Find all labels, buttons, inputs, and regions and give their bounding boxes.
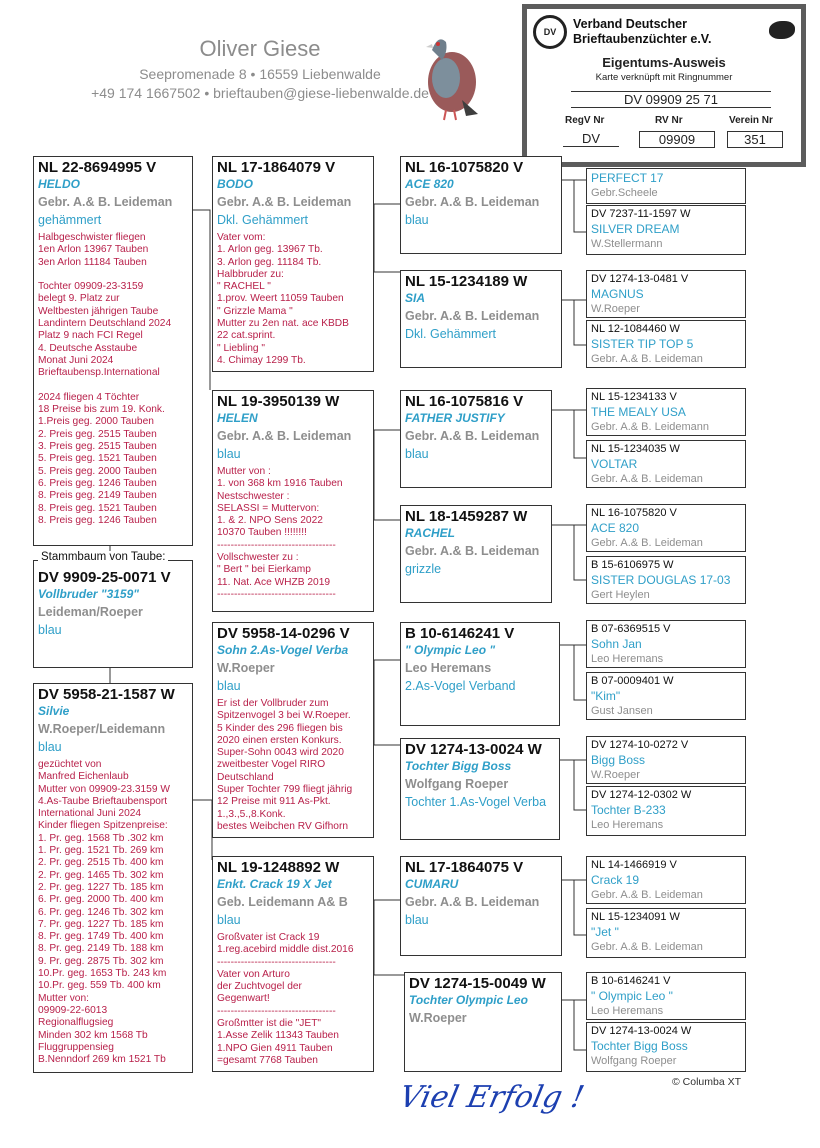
mother-name: Silvie: [38, 704, 70, 718]
mother-box: [33, 683, 193, 1073]
mother-ring: DV 5958-21-1587 W: [38, 686, 175, 703]
father-color: gehämmert: [38, 213, 102, 227]
note-line: 18 Preise bis zum 19. Konk.: [38, 404, 165, 416]
note-line: Brieftaubensp.International: [38, 367, 160, 379]
ff-ring: NL 17-1864079 V: [217, 159, 336, 176]
g3-name: Tochter Olympic Leo: [409, 993, 528, 1007]
note-line: -----------------------------------: [217, 1005, 336, 1017]
note-line: 1. Arlon geg. 13967 Tb.: [217, 244, 323, 256]
note-line: Halbgeschwister fliegen: [38, 232, 146, 243]
note-line: der Zuchtvogel der: [217, 981, 302, 993]
g4-box: [586, 736, 746, 784]
g4-ring: DV 7237-11-1597 W: [591, 208, 691, 220]
g4-breeder: W.Roeper: [591, 769, 640, 781]
g3-breeder: W.Roeper: [409, 1011, 467, 1025]
g4-name: Crack 19: [591, 873, 640, 887]
g4-box: [586, 972, 746, 1020]
note-line: Großmtter ist die "JET": [217, 1018, 322, 1030]
g4-box: [586, 1022, 746, 1072]
g3-breeder: Wolfgang Roeper: [405, 777, 509, 791]
note-line: 8. Preis geg. 2149 Tauben: [38, 490, 157, 502]
g4-name: MAGNUS: [591, 287, 644, 301]
mother-notes: [38, 759, 188, 1066]
father-ring: NL 22-8694995 V: [38, 159, 157, 176]
card-val3: 351: [727, 131, 783, 148]
note-line: 1.NPO Gien 4911 Tauben: [217, 1042, 333, 1054]
g4-breeder: Leo Heremans: [591, 1005, 664, 1017]
g4-name: Bigg Boss: [591, 753, 646, 767]
g3-ring: DV 1274-15-0049 W: [409, 975, 546, 992]
note-line: " RACHEL ": [217, 281, 271, 293]
note-line: zweitbester Vogel RIRO: [217, 759, 326, 771]
g3-breeder: Gebr. A.& B. Leideman: [405, 544, 540, 558]
g3-breeder: Leo Heremans: [405, 661, 492, 675]
mm-breeder: Geb. Leidemann A& B: [217, 895, 348, 909]
fm-box: [212, 390, 374, 612]
note-line: 6. Preis geg. 1246 Tauben: [38, 477, 157, 489]
note-line: Spitzenvogel 3 bei W.Roeper.: [217, 710, 351, 722]
g4-name: "Jet ": [591, 925, 619, 939]
note-line: belegt 9. Platz zur: [38, 293, 120, 305]
g4-ring: NL 14-1466919 V: [591, 859, 677, 871]
note-line: 3. Preis geg. 2515 Tauben: [38, 441, 157, 453]
father-box: [33, 156, 193, 546]
note-line: 3. Arlon geg. 11184 Tb.: [217, 256, 322, 268]
father-name: HELDO: [38, 177, 80, 191]
note-line: Mutter von:: [38, 992, 89, 1004]
g3-name: FATHER JUSTIFY: [405, 411, 505, 425]
note-line: 4. Chimay 1299 Tb.: [217, 354, 306, 366]
note-line: -----------------------------------: [217, 588, 336, 600]
note-line: 8. Pr. geg. 1749 Tb. 400 km: [38, 931, 164, 943]
note-line: Nestschwester :: [217, 490, 290, 502]
g3-breeder: Gebr. A.& B. Leideman: [405, 309, 540, 323]
card-col1: RegV Nr: [565, 115, 605, 126]
note-line: 6. Pr. geg. 1246 Tb. 302 km: [38, 906, 164, 918]
note-line: 11. Nat. Ace WHZB 2019: [217, 576, 331, 588]
note-line: Großvater ist Crack 19: [217, 932, 320, 943]
mm-color: blau: [217, 913, 241, 927]
stammbaum-label: Stammbaum von Taube:: [38, 551, 168, 563]
g4-ring: NL 15-1234035 W: [591, 443, 680, 455]
note-line: " Liebling ": [217, 342, 266, 354]
g3-name: ACE 820: [405, 177, 454, 191]
g4-breeder: Wolfgang Roeper: [591, 1055, 677, 1067]
note-line: Platz 9 nach FCI Regel: [38, 330, 143, 342]
g3-ring: NL 17-1864075 V: [405, 859, 524, 876]
g4-box: [586, 320, 746, 368]
note-line: 12 Preise mit 911 As-Pkt.: [217, 796, 331, 808]
handwritten-signature: Viel Erfolg !: [396, 1080, 588, 1115]
mf-ring: DV 5958-14-0296 V: [217, 625, 350, 642]
note-line: 1. Pr. geg. 1568 Tb .302 km: [38, 832, 164, 844]
owner-name: Oliver Giese: [199, 36, 321, 61]
ff-notes: [217, 232, 369, 367]
note-line: Er ist der Vollbruder zum: [217, 698, 329, 709]
g4-ring: NL 15-1234133 V: [591, 391, 677, 403]
fm-notes: [217, 466, 369, 601]
note-line: 1.reg.acebird middle dist.2016: [217, 944, 354, 956]
mm-ring: NL 19-1248892 W: [217, 859, 340, 876]
g3-breeder: Gebr. A.& B. Leideman: [405, 195, 540, 209]
fm-ring: NL 19-3950139 W: [217, 393, 340, 410]
g4-breeder: Gebr. A.& B. Leideman: [591, 353, 703, 365]
subject-box: [33, 560, 193, 668]
g4-box: [586, 168, 746, 204]
note-line: Regionalflugsieg: [38, 1017, 114, 1029]
mm-name: Enkt. Crack 19 X Jet: [217, 877, 332, 891]
note-line: 4. Deutsche Asstaube: [38, 342, 138, 354]
g4-ring: DV 1274-13-0024 W: [591, 1025, 692, 1037]
note-line: " Bert " bei Eierkamp: [217, 564, 311, 576]
note-line: 1. & 2. NPO Sens 2022: [217, 515, 323, 527]
ff-box: [212, 156, 374, 372]
g4-breeder: W.Roeper: [591, 303, 640, 315]
note-line: Minden 302 km 1568 Tb: [38, 1029, 148, 1041]
subject-breeder: Leideman/Roeper: [38, 605, 143, 619]
note-line: Mutter von 09909-23.3159 W: [38, 783, 170, 795]
mf-name: Sohn 2.As-Vogel Verba: [217, 643, 349, 657]
note-line: 8. Preis geg. 1521 Tauben: [38, 502, 157, 514]
g4-box: [586, 908, 746, 958]
note-line: 22 cat.sprint.: [217, 330, 276, 342]
g3-color: blau: [405, 447, 429, 461]
g3-box: [400, 738, 560, 840]
g3-box: [400, 505, 552, 603]
g4-breeder: Gebr. A.& B. Leidemann: [591, 421, 710, 433]
subject-name: Vollbruder "3159": [38, 587, 139, 601]
g3-name: " Olympic Leo ": [405, 643, 496, 657]
note-line: 6. Pr. geg. 2000 Tb. 400 km: [38, 894, 164, 906]
note-line: Mutter zu 2en nat. ace KBDB: [217, 318, 349, 330]
g3-box: [400, 156, 562, 254]
g4-ring: B 07-6369515 V: [591, 623, 671, 635]
g4-breeder: Gust Jansen: [591, 705, 653, 717]
note-line: 1.prov. Weert 11059 Tauben: [217, 293, 344, 305]
g4-box: [586, 672, 746, 720]
note-line: Super Tochter 799 fliegt jährig: [217, 784, 353, 796]
note-line: 1.Preis geg. 2000 Tauben: [38, 416, 154, 428]
g4-ring: NL 15-1234091 W: [591, 911, 680, 923]
g4-name: SISTER TIP TOP 5: [591, 337, 694, 351]
card-ring: DV 09909 25 71: [571, 91, 771, 108]
card-val2: 09909: [639, 131, 715, 148]
note-line: 1.Asse Zelik 11343 Tauben: [217, 1030, 339, 1042]
note-line: Vollschwester zu :: [217, 552, 299, 564]
mm-notes: [217, 932, 369, 1067]
note-line: [38, 269, 188, 281]
note-line: 09909-22-6013: [38, 1004, 108, 1016]
note-line: bestes Weibchen RV Gifhorn: [217, 820, 348, 832]
g3-name: Tochter Bigg Boss: [405, 759, 512, 773]
g4-ring: DV 1274-12-0302 W: [591, 789, 692, 801]
note-line: 2024 fliegen 4 Töchter: [38, 391, 140, 403]
note-line: 3en Arlon 11184 Tauben: [38, 256, 147, 268]
g4-breeder: Gebr. A.& B. Leideman: [591, 473, 703, 485]
g3-color: blau: [405, 213, 429, 227]
owner-contact: +49 174 1667502 • brieftauben@giese-liebenwalde.de: [91, 85, 429, 101]
mf-notes: [217, 698, 369, 833]
note-line: 2. Pr. geg. 2515 Tb. 400 km: [38, 857, 164, 869]
g3-color: 2.As-Vogel Verband: [405, 679, 516, 693]
note-line: International Juni 2024: [38, 808, 142, 820]
note-line: 10370 Tauben !!!!!!!!: [217, 527, 307, 539]
association-name: Verband Deutscher Brieftaubenzüchter e.V.: [573, 17, 712, 46]
g4-box: [586, 786, 746, 836]
note-line: Super-Sohn 0043 wird 2020: [217, 747, 344, 759]
g4-ring: NL 16-1075820 V: [591, 507, 677, 519]
g3-name: SIA: [405, 291, 426, 305]
g3-box: [400, 622, 560, 726]
g3-box: [400, 856, 562, 956]
note-line: 5 Kinder des 296 fliegen bis: [217, 722, 343, 734]
g4-breeder: Gebr. A.& B. Leideman: [591, 537, 703, 549]
g4-breeder: Gert Heylen: [591, 589, 650, 601]
g3-ring: NL 16-1075816 V: [405, 393, 524, 410]
note-line: 9. Pr. geg. 2875 Tb. 302 km: [38, 955, 164, 967]
g4-ring: DV 1274-13-0481 V: [591, 273, 689, 285]
note-line: Mutter von :: [217, 466, 271, 477]
g3-box: [400, 270, 562, 368]
note-line: Vater vom:: [217, 232, 266, 243]
g4-name: "Kim": [591, 689, 621, 703]
g3-ring: NL 18-1459287 W: [405, 508, 528, 525]
g3-ring: B 10-6146241 V: [405, 625, 515, 642]
g4-name: Tochter Bigg Boss: [591, 1039, 688, 1053]
note-line: Tochter 09909-23-3159: [38, 281, 144, 293]
g4-ring: B 15-6106975 W: [591, 559, 674, 571]
fm-color: blau: [217, 447, 241, 461]
g4-breeder: Leo Heremans: [591, 653, 664, 665]
card-col3: Verein Nr: [729, 115, 773, 126]
g4-box: [586, 270, 746, 318]
note-line: =gesamt 7768 Tauben: [217, 1054, 318, 1066]
g4-box: [586, 856, 746, 904]
note-line: 8. Pr. geg. 2149 Tb. 188 km: [38, 943, 164, 955]
ff-name: BODO: [217, 177, 253, 191]
g4-box: [586, 504, 746, 552]
g4-name: PERFECT 17: [591, 171, 664, 185]
ff-color: Dkl. Gehämmert: [217, 213, 308, 227]
subject-ring: DV 9909-25-0071 V: [38, 569, 171, 586]
g4-box: [586, 388, 746, 436]
g3-box: [404, 972, 562, 1072]
g4-breeder: Gebr. A.& B. Leideman: [591, 941, 703, 953]
g3-breeder: Gebr. A.& B. Leideman: [405, 895, 540, 909]
g4-box: [586, 205, 746, 255]
mother-color: blau: [38, 740, 62, 754]
association-logo: DV: [533, 15, 567, 49]
father-notes: [38, 232, 188, 527]
g3-name: RACHEL: [405, 526, 455, 540]
g4-ring: NL 12-1084460 W: [591, 323, 680, 335]
fm-breeder: Gebr. A.& B. Leideman: [217, 429, 352, 443]
card-subtitle: Karte verknüpft mit Ringnummer: [595, 72, 733, 83]
note-line: 5. Preis geg. 2000 Tauben: [38, 465, 157, 477]
mf-breeder: W.Roeper: [217, 661, 275, 675]
note-line: gezüchtet von: [38, 759, 102, 770]
note-line: Landintern Deutschland 2024: [38, 318, 172, 330]
mm-box: [212, 856, 374, 1072]
g3-color: blau: [405, 913, 429, 927]
copyright: © Columba XT: [672, 1076, 742, 1088]
g4-name: SILVER DREAM: [591, 222, 680, 236]
g3-name: CUMARU: [405, 877, 459, 891]
owner-address: Seepromenade 8 • 16559 Liebenwalde: [139, 66, 381, 82]
note-line: 1en Arlon 13967 Tauben: [38, 244, 149, 256]
note-line: [38, 380, 188, 392]
subject-color: blau: [38, 623, 62, 637]
g4-box: [586, 620, 746, 668]
note-line: Halbbruder zu:: [217, 268, 284, 280]
note-line: 2020 einen ersten Konkurs.: [217, 734, 342, 746]
note-line: Monat Juni 2024: [38, 354, 114, 366]
note-line: Kinder fliegen Spitzenpreise:: [38, 820, 168, 832]
father-breeder: Gebr. A.& B. Leideman: [38, 195, 173, 209]
note-line: -----------------------------------: [217, 956, 336, 968]
fm-name: HELEN: [217, 411, 258, 425]
g4-box: [586, 556, 746, 604]
mf-color: blau: [217, 679, 241, 693]
g3-ring: NL 16-1075820 V: [405, 159, 524, 176]
note-line: 10.Pr. geg. 1653 Tb. 243 km: [38, 968, 167, 980]
g4-name: SISTER DOUGLAS 17-03: [591, 573, 731, 587]
g4-ring: B 07-0009401 W: [591, 675, 674, 687]
note-line: 1.,3.,5.,8.Konk.: [217, 808, 286, 820]
mother-breeder: W.Roeper/Leidemann: [38, 722, 166, 736]
note-line: 2. Pr. geg. 1465 Tb. 302 km: [38, 869, 164, 881]
g3-color: grizzle: [405, 562, 442, 576]
g3-breeder: Gebr. A.& B. Leideman: [405, 429, 540, 443]
g3-box: [400, 390, 552, 488]
note-line: 2. Preis geg. 2515 Tauben: [38, 428, 157, 440]
g4-name: VOLTAR: [591, 457, 638, 471]
g4-ring: B 10-6146241 V: [591, 975, 671, 987]
note-line: Manfred Eichenlaub: [38, 771, 129, 783]
note-line: -----------------------------------: [217, 539, 336, 551]
g4-ring: DV 1274-10-0272 V: [591, 739, 689, 751]
note-line: 1. Pr. geg. 1521 Tb. 269 km: [38, 845, 164, 857]
g3-color: Dkl. Gehämmert: [405, 327, 496, 341]
note-line: 2. Pr. geg. 1227 Tb. 185 km: [38, 881, 164, 893]
g4-name: Sohn Jan: [591, 637, 642, 651]
note-line: Gegenwart!: [217, 993, 270, 1005]
note-line: 5. Preis geg. 1521 Tauben: [38, 453, 157, 465]
card-title: Eigentums-Ausweis: [602, 55, 726, 70]
g4-box: [586, 440, 746, 488]
g4-name: THE MEALY USA: [591, 405, 686, 419]
note-line: Fluggruppensieg: [38, 1041, 114, 1053]
g3-color: Tochter 1.As-Vogel Verba: [405, 795, 547, 809]
card-col2: RV Nr: [655, 115, 683, 126]
note-line: 4.As-Taube Brieftaubensport: [38, 795, 168, 807]
note-line: 1. von 368 km 1916 Tauben: [217, 478, 343, 490]
note-line: " Grizzle Mama ": [217, 305, 293, 317]
note-line: Weltbesten jährigen Taube: [38, 305, 159, 317]
g4-breeder: Leo Heremans: [591, 819, 664, 831]
g4-breeder: Gebr. A.& B. Leideman: [591, 889, 703, 901]
note-line: 8. Preis geg. 1246 Tauben: [38, 514, 157, 526]
g4-breeder: Gebr.Scheele: [591, 187, 658, 199]
note-line: Deutschland: [217, 771, 274, 783]
g3-ring: NL 15-1234189 W: [405, 273, 528, 290]
note-line: SELASSI = Muttervon:: [217, 502, 320, 514]
g4-name: ACE 820: [591, 521, 640, 535]
g3-ring: DV 1274-13-0024 W: [405, 741, 542, 758]
note-line: Vater von Arturo: [217, 968, 290, 980]
note-line: B.Nenndorf 269 km 1521 Tb: [38, 1054, 166, 1066]
mf-box: [212, 622, 374, 838]
g4-name: Tochter B-233: [591, 803, 666, 817]
card-val1: DV: [563, 131, 619, 147]
g4-name: " Olympic Leo ": [591, 989, 673, 1003]
g4-breeder: W.Stellermann: [591, 238, 663, 250]
ff-breeder: Gebr. A.& B. Leideman: [217, 195, 352, 209]
note-line: 10.Pr. geg. 559 Tb. 400 km: [38, 980, 161, 992]
note-line: 7. Pr. geg. 1227 Tb. 185 km: [38, 918, 164, 930]
